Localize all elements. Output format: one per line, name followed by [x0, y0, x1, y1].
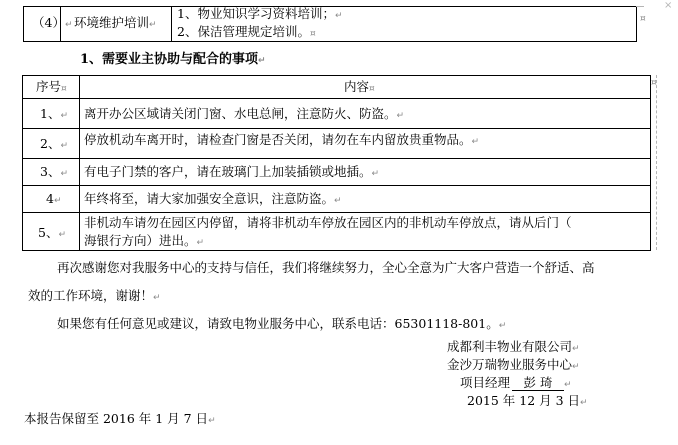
header-end-mark: ¤ — [651, 78, 657, 88]
signature-date: 2015 年 12 月 3 日↵ — [467, 393, 588, 408]
top-row-detail-1: 1、物业知识学习资料培训；↵ — [177, 6, 343, 21]
row-3-number: 3、↵ — [40, 164, 68, 179]
signature-manager: 项目经理 彭 琦 ↵ — [460, 375, 572, 390]
thanks-paragraph-line-1: 再次感谢您对我服务中心的支持与信任，我们将继续努力，全心全意为广大客户营造一个舒适、高 — [57, 260, 595, 275]
row-5-content-line-1: 非机动车请勿在园区内停留，请将非机动车停放在园区内的非机动车停放点，请从后门（ — [84, 215, 572, 230]
row-2-content: 停放机动车离开时，请检查门窗是否关闭，请勿在车内留放贵重物品。↵ — [84, 132, 480, 147]
top-row-end-mark: ¤ — [640, 14, 646, 24]
table-row-line-3 — [22, 185, 650, 186]
row-5-number: 5、↵ — [38, 225, 66, 240]
thanks-paragraph-line-2: 效的工作环境，谢谢！↵ — [28, 288, 161, 303]
header-content: 内容¤ — [344, 79, 375, 94]
report-validity-note: 本报告保留至 2016 年 1 月 7 日↵ — [24, 411, 216, 426]
table-row-line-1 — [22, 128, 650, 129]
section-title: 1、需要业主协助与配合的事项↵ — [80, 52, 266, 67]
table-row-line-h — [22, 98, 650, 99]
top-row-item: 环境维护培训↵ — [74, 15, 157, 30]
right-margin-guide — [656, 75, 657, 250]
row-4-content: 年终将至，请大家加强安全意识，注意防盗。↵ — [84, 191, 342, 206]
table-row-line-4 — [22, 212, 650, 213]
table-col-divider — [79, 75, 80, 250]
top-table-right-tick — [636, 6, 644, 7]
row-1-content: 离开办公区域请关闭门窗、水电总闸，注意防火、防盗。↵ — [84, 106, 405, 121]
top-row-number: （4）↵ — [32, 15, 73, 30]
row-3-content: 有电子门禁的客户，请在玻璃门上加装插锁或地插。↵ — [84, 164, 380, 179]
signature-center: 金沙万瑞物业服务中心↵ — [447, 357, 580, 372]
row-5-content-line-2: 海银行方向）进出。↵ — [84, 233, 205, 248]
table-row-line-2 — [22, 158, 650, 159]
header-index: 序号¤ — [36, 79, 67, 94]
close-mark: × — [664, 0, 673, 11]
row-2-number: 2、↵ — [40, 136, 68, 151]
top-table-divider-2 — [171, 6, 172, 41]
contact-paragraph: 如果您有任何意见或建议，请致电物业服务中心，联系电话：65301118-801。↵ — [57, 316, 507, 331]
row-4-number: 4↵ — [46, 191, 62, 206]
signature-company: 成都利丰物业有限公司↵ — [447, 339, 580, 354]
row-1-number: 1、↵ — [40, 106, 68, 121]
manager-name: 彭 琦 — [512, 375, 564, 391]
top-row-detail-2: 2、保洁管理规定培训。¤ — [177, 24, 316, 39]
